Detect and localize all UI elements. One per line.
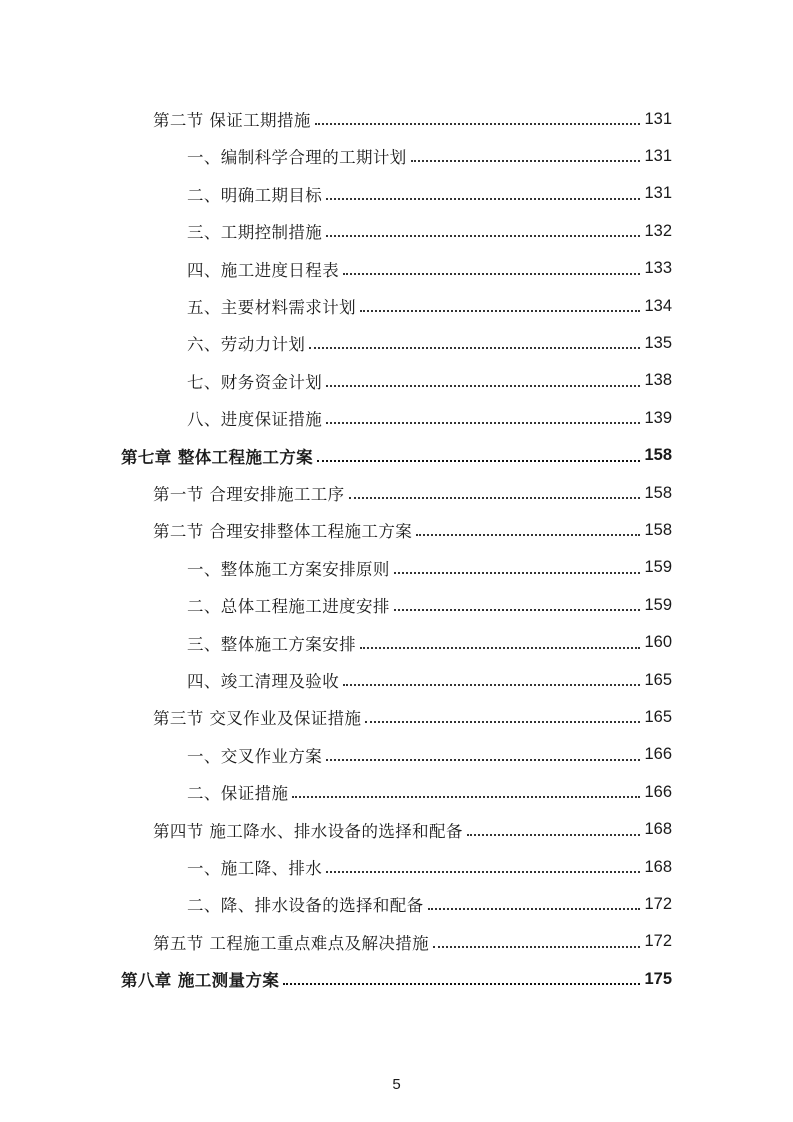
toc-dot-leader bbox=[315, 111, 640, 125]
toc-entry-page: 135 bbox=[644, 333, 672, 352]
toc-subsection-entry[interactable] bbox=[0, 181, 793, 207]
toc-section-entry[interactable] bbox=[0, 517, 793, 543]
toc-dot-leader bbox=[317, 448, 640, 462]
toc-dot-leader bbox=[326, 373, 640, 387]
toc-subsection-entry[interactable] bbox=[0, 143, 793, 169]
toc-subsection-entry[interactable] bbox=[0, 555, 793, 581]
toc-entry-title: 五、主要材料需求计划 bbox=[187, 298, 356, 317]
toc-entry-title: 七、财务资金计划 bbox=[187, 372, 323, 392]
toc-entry-page: 138 bbox=[644, 371, 672, 390]
toc-dot-leader bbox=[326, 859, 640, 873]
toc-dot-leader bbox=[326, 186, 640, 200]
toc-entry-page: 133 bbox=[644, 259, 672, 278]
toc-entry-page: 172 bbox=[644, 894, 672, 913]
toc-subsection-entry[interactable] bbox=[0, 405, 793, 431]
toc-entry-page: 158 bbox=[644, 520, 672, 539]
toc-dot-leader bbox=[343, 672, 640, 686]
toc-subsection-entry[interactable] bbox=[0, 218, 793, 244]
toc-entry-title: 二、保证措施 bbox=[187, 784, 289, 804]
toc-entry-title: 三、工期控制措施 bbox=[187, 223, 323, 243]
toc-dot-leader bbox=[349, 485, 640, 499]
page-number: 5 bbox=[392, 1076, 401, 1093]
toc-entry-title: 一、整体施工方案安排原则 bbox=[187, 559, 390, 579]
toc-dot-leader bbox=[360, 298, 640, 312]
toc-chapter-entry[interactable] bbox=[0, 966, 793, 992]
toc-entry-page: 175 bbox=[644, 969, 672, 988]
toc-subsection-entry[interactable] bbox=[0, 293, 793, 319]
toc-entry-title: 第二节 保证工期措施 bbox=[153, 111, 311, 130]
toc-entry-title: 第三节 交叉作业及保证措施 bbox=[153, 709, 362, 729]
toc-dot-leader bbox=[467, 822, 640, 836]
toc-entry-title: 三、整体施工方案安排 bbox=[187, 634, 356, 654]
toc-entry-title: 第七章 整体工程施工方案 bbox=[121, 447, 314, 467]
toc-entry-page: 131 bbox=[644, 184, 672, 203]
toc-entry-title: 第五节 工程施工重点难点及解决措施 bbox=[153, 933, 430, 953]
toc-section-entry[interactable] bbox=[0, 817, 793, 843]
toc-dot-leader bbox=[394, 560, 640, 574]
toc-entry-title: 六、劳动力计划 bbox=[187, 335, 306, 355]
toc-dot-leader bbox=[326, 747, 640, 761]
toc-subsection-entry[interactable] bbox=[0, 854, 793, 880]
toc-subsection-entry[interactable] bbox=[0, 667, 793, 693]
toc-entry-page: 168 bbox=[644, 857, 672, 876]
toc-entry-page: 166 bbox=[644, 782, 672, 801]
toc-entry-page: 166 bbox=[644, 745, 672, 764]
toc-entry-page: 165 bbox=[644, 670, 672, 689]
toc-entry-title: 一、施工降、排水 bbox=[187, 859, 323, 878]
toc-entry-page: 168 bbox=[644, 820, 672, 839]
toc-entry-page: 159 bbox=[644, 595, 672, 614]
toc-section-entry[interactable] bbox=[0, 480, 793, 506]
toc-subsection-entry[interactable] bbox=[0, 891, 793, 917]
toc-entry-title: 四、施工进度日程表 bbox=[187, 260, 340, 280]
toc-entry-title: 第二节 合理安排整体工程施工方案 bbox=[153, 522, 413, 542]
toc-entry-page: 160 bbox=[644, 633, 672, 652]
toc-entry-title: 第四节 施工降水、排水设备的选择和配备 bbox=[153, 821, 463, 841]
toc-entry-page: 165 bbox=[644, 707, 672, 726]
toc-entry-title: 四、竣工清理及验收 bbox=[187, 672, 340, 691]
toc-section-entry[interactable] bbox=[0, 929, 793, 955]
toc-dot-leader bbox=[365, 709, 640, 723]
toc-dot-leader bbox=[360, 635, 640, 649]
toc-entry-title: 一、交叉作业方案 bbox=[187, 746, 323, 766]
toc-dot-leader bbox=[309, 335, 640, 349]
toc-subsection-entry[interactable] bbox=[0, 256, 793, 282]
toc-entry-page: 139 bbox=[644, 408, 672, 427]
toc-dot-leader bbox=[428, 896, 640, 910]
toc-entry-page: 158 bbox=[644, 446, 672, 465]
toc-entry-title: 一、编制科学合理的工期计划 bbox=[187, 148, 407, 168]
toc-dot-leader bbox=[292, 784, 640, 798]
toc-entry-title: 八、进度保证措施 bbox=[187, 410, 323, 430]
toc-entry-page: 131 bbox=[644, 146, 672, 165]
toc-entry-page: 159 bbox=[644, 558, 672, 577]
toc-dot-leader bbox=[283, 971, 640, 985]
toc-section-entry[interactable] bbox=[0, 106, 793, 132]
toc-subsection-entry[interactable] bbox=[0, 630, 793, 656]
toc-dot-leader bbox=[326, 223, 640, 237]
toc-subsection-entry[interactable] bbox=[0, 742, 793, 768]
toc-entry-page: 134 bbox=[644, 296, 672, 315]
toc-dot-leader bbox=[394, 597, 640, 611]
toc-entry-title: 二、总体工程施工进度安排 bbox=[187, 597, 390, 617]
toc-entry-page: 132 bbox=[644, 221, 672, 240]
toc-subsection-entry[interactable] bbox=[0, 368, 793, 394]
toc-dot-leader bbox=[411, 148, 640, 162]
toc-section-entry[interactable] bbox=[0, 704, 793, 730]
toc-dot-leader bbox=[343, 261, 640, 275]
toc-entry-page: 172 bbox=[644, 932, 672, 951]
toc-entry-title: 第一节 合理安排施工工序 bbox=[153, 485, 345, 504]
toc-subsection-entry[interactable] bbox=[0, 330, 793, 356]
toc-subsection-entry[interactable] bbox=[0, 779, 793, 805]
toc-dot-leader bbox=[416, 522, 640, 536]
toc-entry-title: 二、降、排水设备的选择和配备 bbox=[187, 896, 424, 916]
toc-subsection-entry[interactable] bbox=[0, 592, 793, 618]
toc-chapter-entry[interactable] bbox=[0, 443, 793, 469]
toc-dot-leader bbox=[326, 410, 640, 424]
toc-entry-page: 158 bbox=[644, 483, 672, 502]
toc-entry-title: 第八章 施工测量方案 bbox=[121, 971, 280, 991]
toc-entry-title: 二、明确工期目标 bbox=[187, 185, 323, 205]
toc-dot-leader bbox=[433, 934, 640, 948]
toc-entry-page: 131 bbox=[644, 109, 672, 128]
